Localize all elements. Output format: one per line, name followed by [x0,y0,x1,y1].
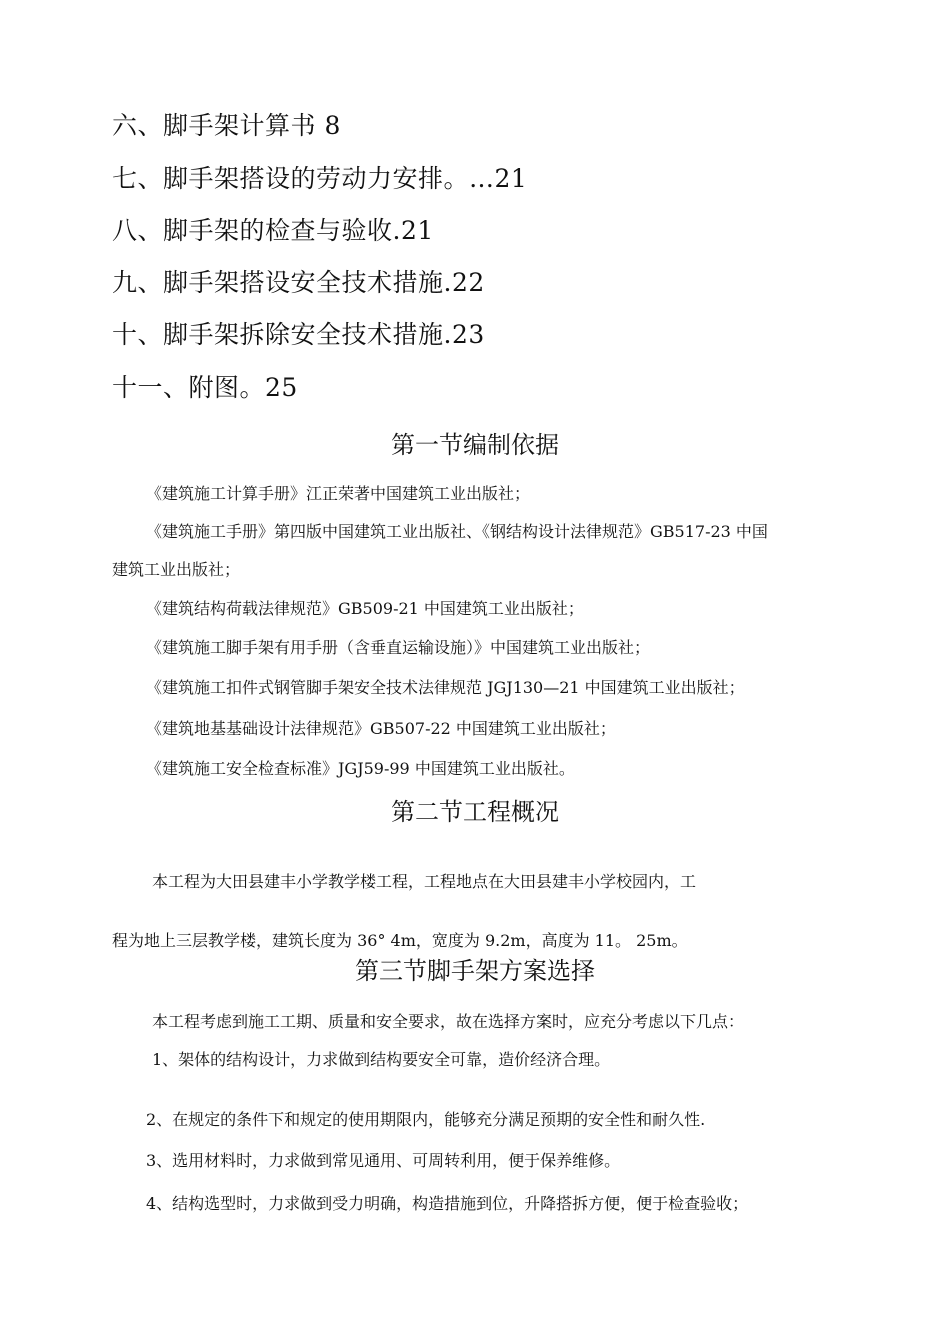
reference-line: 《建筑施工脚手架有用手册（含垂直运输设施）》中国建筑工业出版社； [146,638,651,657]
list-item: 1、架体的结构设计，力求做到结构要安全可靠，造价经济合理。 [152,1050,611,1069]
reference-line: 《建筑施工计算手册》江正荣著中国建筑工业出版社； [146,484,531,503]
paragraph-line: 本工程考虑到施工工期、质量和安全要求，故在选择方案时，应充分考虑以下几点： [152,1012,745,1031]
toc-item: 九、脚手架搭设安全技术措施.22 [112,268,485,297]
reference-line: 《建筑地基基础设计法律规范》GB507-22 中国建筑工业出版社； [146,719,616,738]
reference-line: 《建筑施工手册》第四版中国建筑工业出版社、《钢结构设计法律规范》GB517-23 中国 [146,522,768,541]
paragraph-line: 本工程为大田县建丰小学教学楼工程，工程地点在大田县建丰小学校园内，工 [152,872,697,891]
paragraph-line: 程为地上三层教学楼，建筑长度为 36° 4m，宽度为 9.2m，高度为 11。 25m。 [112,931,688,950]
section-heading: 第三节脚手架方案选择 [355,957,595,985]
reference-line: 建筑工业出版社； [112,560,241,579]
toc-item: 七、脚手架搭设的劳动力安排。…21 [112,164,528,193]
reference-line: 《建筑结构荷载法律规范》GB509-21 中国建筑工业出版社； [146,599,584,618]
toc-item: 十一、附图。25 [112,373,298,402]
toc-item: 八、脚手架的检查与验收.21 [112,216,434,245]
section-heading: 第二节工程概况 [391,798,559,826]
list-item: 4、结构选型时，力求做到受力明确，构造措施到位，升降搭拆方便，便于检查验收； [146,1194,749,1213]
section-heading: 第一节编制依据 [391,431,559,459]
list-item: 2、在规定的条件下和规定的使用期限内，能够充分满足预期的安全性和耐久性. [146,1110,706,1129]
toc-item: 六、脚手架计算书 8 [112,111,341,140]
reference-line: 《建筑施工扣件式钢管脚手架安全技术法律规范 JGJ130—21 中国建筑工业出版社； [146,678,745,697]
list-item: 3、选用材料时，力求做到常见通用、可周转利用，便于保养维修。 [146,1151,621,1170]
toc-item: 十、脚手架拆除安全技术措施.23 [112,320,485,349]
reference-line: 《建筑施工安全检查标准》JGJ59-99 中国建筑工业出版社。 [146,759,575,778]
